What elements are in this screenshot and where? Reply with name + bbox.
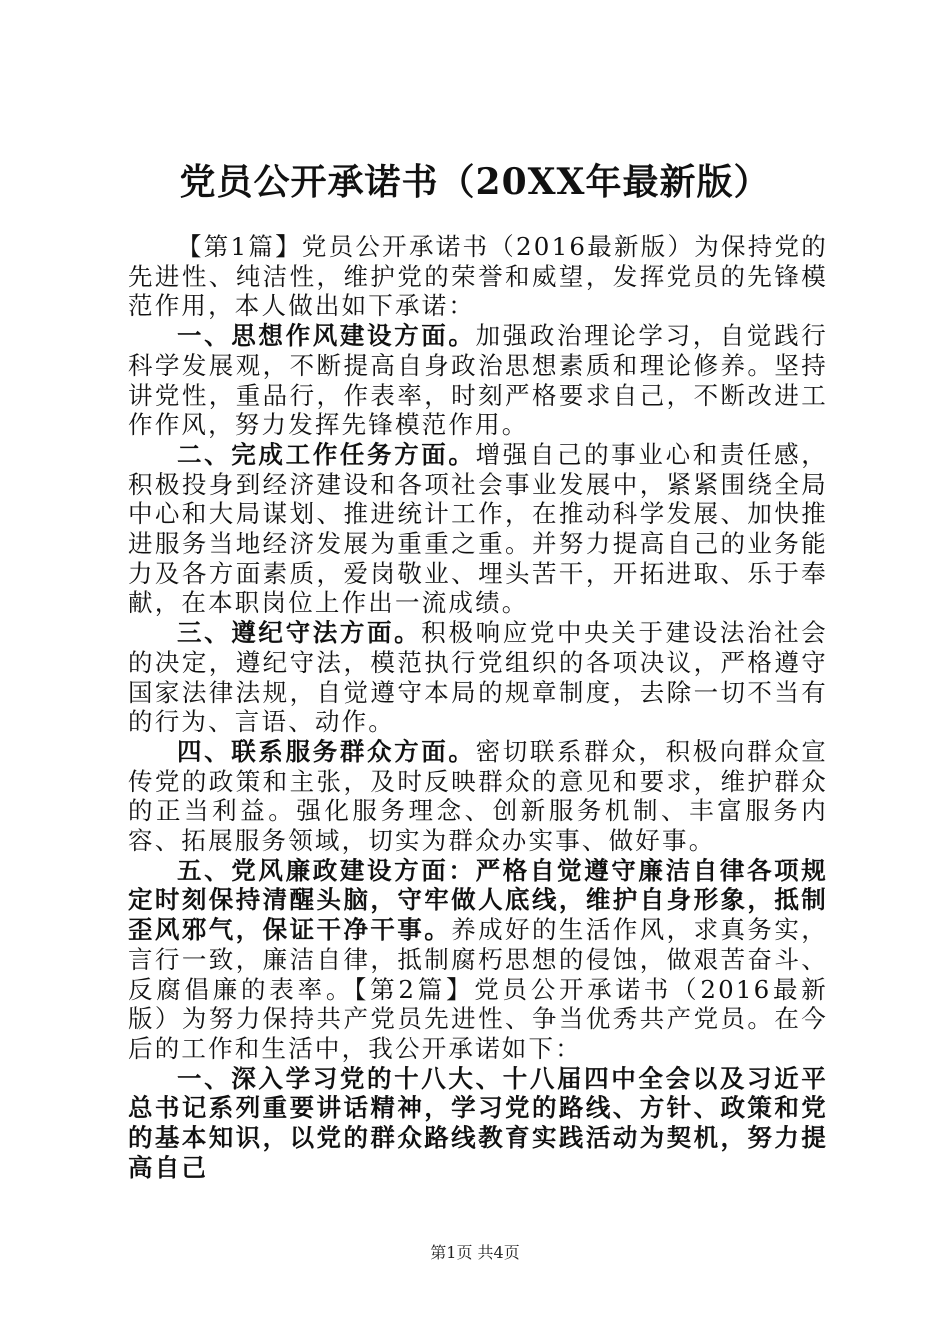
paragraph-heading: 五、党风廉政建设方面：严格自觉遵守廉洁自律各项规定时刻保持清醒头脑，守牢做人底线，维护自身形象，抵制歪风邪气，保证干净干事。 (128, 855, 828, 945)
paragraph-2 (128, 440, 828, 618)
paragraph-text: 增强自己的事业心和责任感，积极投身到经济建设和各项社会事业发展中，紧紧围绕全局中心和大局谋划、推进统计工作，在推动科学发展、加快推进服务当地经济发展为重重之重。并努力提高自己的业务能力及各方面素质，爱岗敬业、埋头苦干，开拓进取、乐于奉献，在本职岗位上作出一流成绩。 (128, 439, 828, 618)
paragraph-text: 积极响应党中央关于建设法治社会的决定，遵纪守法，模范执行党组织的各项决议，严格遵守国家法律法规，自觉遵守本局的规章制度，去除一切不当有的行为、言语、动作。 (128, 618, 828, 737)
paragraph-text: 加强政治理论学习，自觉践行科学发展观，不断提高自身政治思想素质和理论修养。坚持讲党性，重品行，作表率，时刻严格要求自己，不断改进工作作风，努力发挥先锋模范作用。 (128, 321, 828, 440)
paragraph-6 (128, 1064, 828, 1183)
paragraph-heading: 一、深入学习党的十八大、十八届四中全会以及习近平总书记系列重要讲话精神，学习党的路线、方针、政策和党的基本知识，以党的群众路线教育实践活动为契机，努力提高自己 (128, 1063, 828, 1182)
paragraph-3 (128, 618, 828, 737)
paragraph-5 (128, 856, 828, 1064)
paragraph-heading: 二、完成工作任务方面。 (177, 439, 476, 469)
paragraph-intro (128, 232, 828, 321)
paragraph-heading: 一、思想作风建设方面。 (177, 321, 476, 351)
document-title: 党员公开承诺书（20XX年最新版） (179, 161, 771, 203)
paragraph-1 (128, 321, 828, 440)
paragraph-4 (128, 737, 828, 856)
paragraph-text: 【第1篇】党员公开承诺书（2016最新版）为保持党的先进性、纯洁性，维护党的荣誉和威望，发挥党员的先锋模范作用，本人做出如下承诺： (128, 232, 828, 321)
document-body (128, 232, 828, 1183)
paragraph-heading: 三、遵纪守法方面。 (177, 618, 422, 648)
page-footer: 第1页 共4页 (430, 1243, 520, 1262)
paragraph-heading: 四、联系服务群众方面。 (177, 736, 476, 766)
paragraph-text: 养成好的生活作风，求真务实，言行一致，廉洁自律，抵制腐朽思想的侵蚀，做艰苦奋斗、反腐倡廉的表率。【第2篇】党员公开承诺书（2016最新版）为努力保持共产党员先进性、争当优秀共产党员。在今后的工作和生活中，我公开承诺如下： (128, 915, 828, 1063)
paragraph-text: 密切联系群众，积极向群众宣传党的政策和主张，及时反映群众的意见和要求，维护群众的正当利益。强化服务理念、创新服务机制、丰富服务内容、拓展服务领域，切实为群众办实事、做好事。 (128, 736, 828, 856)
